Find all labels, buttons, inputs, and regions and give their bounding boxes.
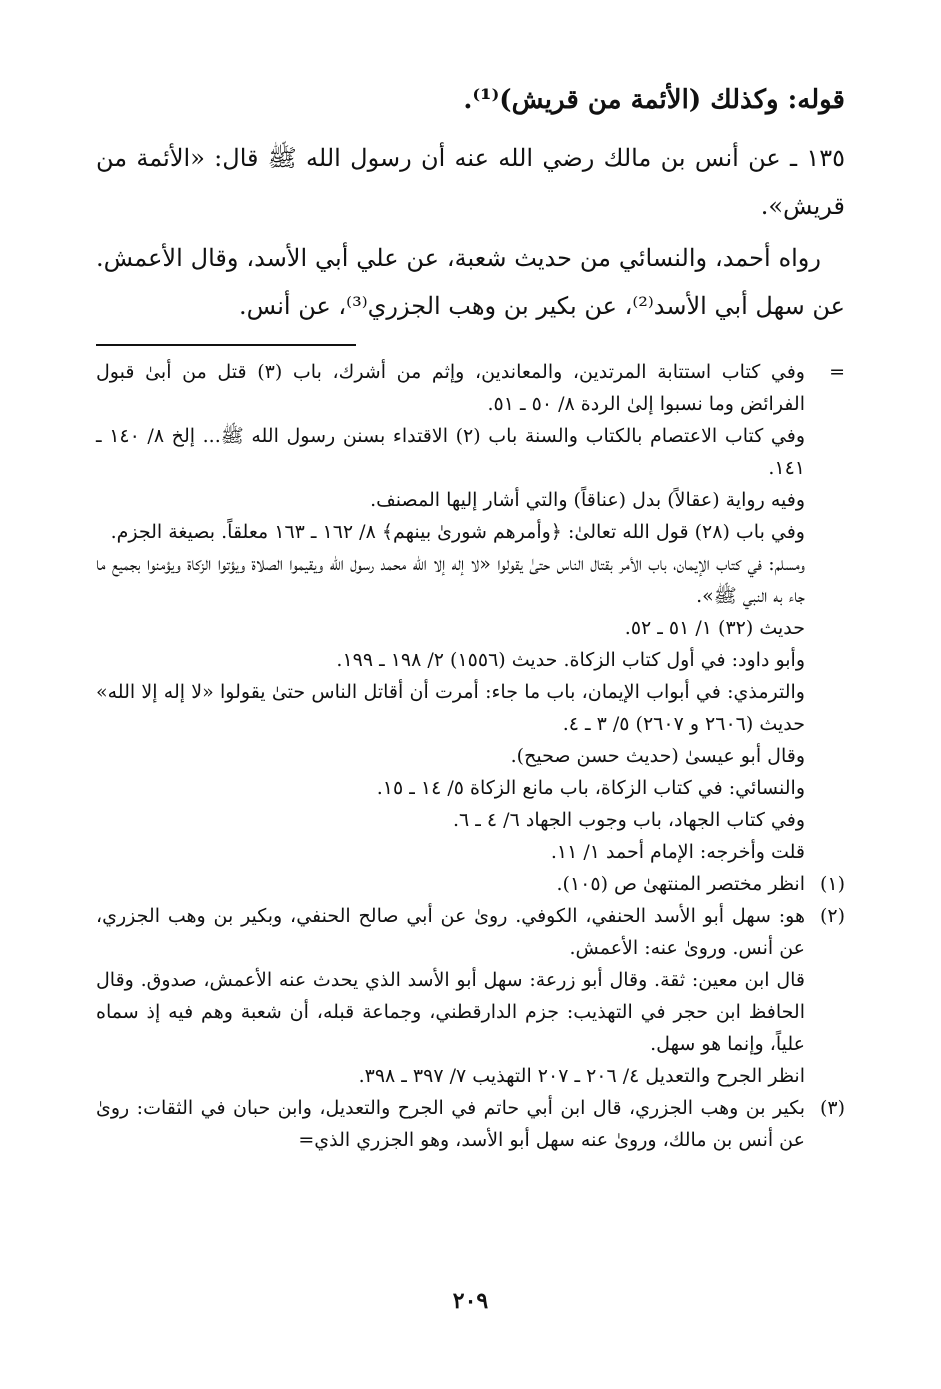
- footnote-line: حديث (٣٢) ١/ ٥١ ـ ٥٢.: [624, 617, 805, 639]
- footnote-1: [96, 868, 845, 900]
- footnote-body: [96, 868, 805, 900]
- footnote-marker: (٢): [819, 905, 845, 927]
- footnote-line: وفي كتاب استتابة المرتدين، والمعاندين، وإثم من أشرك، باب (٣) قتل من أبىٰ قبول الفرائض وما نسبوا إلىٰ الردة ٨/ ٥٠ ـ ٥١.: [96, 361, 805, 415]
- footnote-line: وفي كتاب الجهاد، باب وجوب الجهاد ٦/ ٤ ـ ٦.: [453, 809, 805, 831]
- footnote-marker: =: [829, 361, 845, 383]
- footnote-continued: [96, 356, 845, 868]
- footnote-line: بكير بن وهب الجزري، قال ابن أبي حاتم في الجرح والتعديل، وابن حبان في الثقات: روىٰ عن أنس بن مالك، وروىٰ عنه سهل أبو الأسد، وهو الجزري الذي=: [96, 1097, 805, 1151]
- footnote-divider: [96, 344, 356, 346]
- hadith-text: ١٣٥ ـ عن أنس بن مالك رضي الله عنه أن رسول الله ﷺ قال: «الأئمة من قريش».: [96, 144, 845, 220]
- footnote-line: قلت وأخرجه: الإمام أحمد ١/ ١١.: [550, 841, 805, 863]
- footnote-line: وقال أبو عيسىٰ (حديث حسن صحيح).: [510, 745, 805, 767]
- page-number: ٢٠٩: [452, 1288, 489, 1314]
- footnote-line: وفيه رواية (عقالاً) بدل (عناقاً) والتي أشار إليها المصنف.: [370, 489, 805, 511]
- footnote-2: [96, 900, 845, 1092]
- footnote-line: وفي باب (٢٨) قول الله تعالىٰ: ﴿وأمرهم شورىٰ بينهم﴾ ٨/ ١٦٢ ـ ١٦٣ معلقاً. بصيغة الجزم.: [110, 521, 805, 543]
- footnote-marker: (١): [819, 873, 845, 895]
- footnote-line: انظر مختصر المنتهىٰ ص (١٠٥).: [556, 873, 805, 895]
- footnotes: [96, 356, 845, 1156]
- narration-text: رواه أحمد، والنسائي من حديث شعبة، عن علي أبي الأسد، وقال الأعمش. عن سهل أبي الأسد⁽²⁾، عن بكير بن وهب الجزري⁽³⁾، عن أنس.: [96, 244, 845, 320]
- footnote-body: [96, 356, 805, 868]
- footnote-line: وفي كتاب الاعتصام بالكتاب والسنة باب (٢) الاقتداء بسنن رسول الله ﷺ... إلخ ٨/ ١٤٠ ـ ١٤١.: [96, 425, 805, 479]
- footnote-line: والنسائي: في كتاب الزكاة، باب مانع الزكاة ٥/ ١٤ ـ ١٥.: [376, 777, 805, 799]
- footnote-line: وأبو داود: في أول كتاب الزكاة. حديث (١٥٥٦) ٢/ ١٩٨ ـ ١٩٩.: [336, 649, 805, 671]
- footnote-marker: (٣): [819, 1097, 845, 1119]
- footnote-line: انظر الجرح والتعديل ٤/ ٢٠٦ ـ ٢٠٧ التهذيب ٧/ ٣٩٧ ـ ٣٩٨.: [358, 1065, 805, 1087]
- footnote-body: [96, 900, 805, 1092]
- footnote-body: [96, 1092, 805, 1156]
- footnote-line: والترمذي: في أبواب الإيمان، باب ما جاء: أمرت أن أقاتل الناس حتىٰ يقولوا «لا إله إلا الله» حديث (٢٦٠٦ و ٢٦٠٧) ٥/ ٣ ـ ٤.: [96, 681, 805, 735]
- footnote-line: ومسلم: في كتاب الإيمان، باب الأمر بقتال الناس حتىٰ يقولوا «لا إله إلا الله محمد رسول الله ويقيموا الصلاة ويؤتوا الزكاة ويؤمنوا بجميع ما جاء به النبي ﷺ».: [96, 553, 805, 607]
- footnote-line: قال ابن معين: ثقة. وقال أبو زرعة: سهل أبو الأسد الذي يحدث عنه الأعمش، صدوق. وقال الحافظ ابن حجر في التهذيب: جزم الدارقطني، وجماعة قبله، أن شعبة وهم فيه إذ سماه علياً، وإنما هو سهل.: [96, 969, 805, 1055]
- footnote-3: [96, 1092, 845, 1156]
- section-heading: قوله: وكذلك (الأئمة من قريش)⁽¹⁾.: [463, 85, 845, 115]
- footnote-line: هو: سهل أبو الأسد الحنفي، الكوفي. روىٰ عن أبي صالح الحنفي، وبكير بن وهب الجزري، عن أنس. وروىٰ عنه: الأعمش.: [96, 905, 805, 959]
